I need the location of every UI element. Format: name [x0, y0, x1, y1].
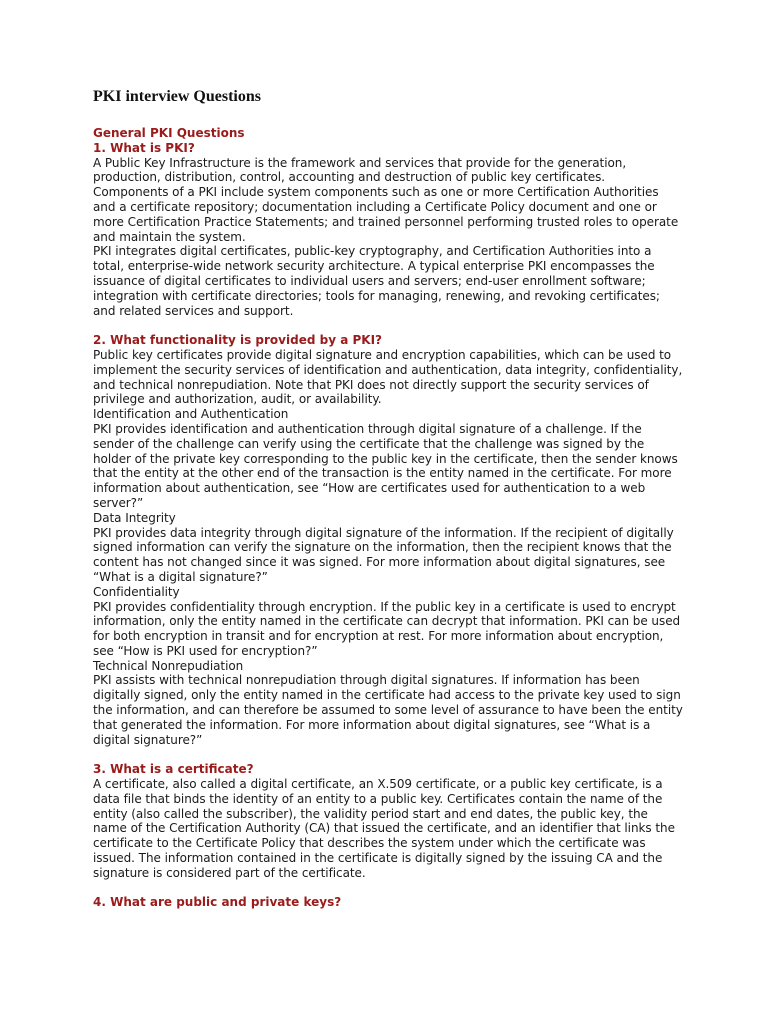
- answer-paragraph: A Public Key Infrastructure is the framework and services that provide for the generation, production, distribution, control, accounting and destruction of public key certificates. Components of a PKI include system components such as one or more Certification Authorities and a certificate repository; documentation including a Certificate Policy document and one or more Certification Practice Statements; and trained personnel performing trusted roles to operate and maintain the system.: [93, 155, 679, 244]
- subheading: Identification and Authentication: [93, 407, 289, 422]
- question-block-4: [93, 895, 683, 910]
- subheading: Data Integrity: [93, 510, 176, 525]
- document-page: [93, 86, 683, 910]
- answer-paragraph: PKI assists with technical nonrepudiation through digital signatures. If information has been digitally signed, only the entity named in the certificate had access to the private key used to sign the information, and can therefore be assumed to some level of assurance to have been the entity that generated the information. For more information about digital signatures, see “What is a digital signature?”: [93, 673, 683, 747]
- answer-paragraph: A certificate, also called a digital certificate, an X.509 certificate, or a public key certificate, is a data file that binds the identity of an entity to a public key. Certificates contain the name of the entity (also called the subscriber), the validity period start and end dates, the public key, the name of the Certification Authority (CA) that issued the certificate, and an identifier that links the certificate to the Certificate Policy that describes the system under which the certificate was issued. The information contained in the certificate is digitally signed by the issuing CA and the signature is considered part of the certificate.: [93, 777, 675, 880]
- section-heading: General PKI Questions: [93, 126, 245, 140]
- answer-paragraph: PKI provides confidentiality through encryption. If the public key in a certificate is used to encrypt information, only the entity named in the certificate can decrypt that information. PKI can be used for both encryption in transit and for encryption at rest. For more information about encryption, see “How is PKI used for encryption?”: [93, 599, 681, 658]
- question-heading: 2. What functionality is provided by a PKI?: [93, 333, 382, 348]
- question-block-2: [93, 333, 683, 747]
- subheading: Confidentiality: [93, 584, 180, 599]
- document-title: PKI interview Questions: [93, 88, 261, 105]
- question-block-1: [93, 141, 683, 319]
- question-heading: 3. What is a certificate?: [93, 762, 254, 777]
- question-heading: 4. What are public and private keys?: [93, 895, 342, 910]
- answer-paragraph: Public key certificates provide digital signature and encryption capabilities, which can be used to implement the security services of identification and authentication, data integrity, confidentiality, and technical nonrepudiation. Note that PKI does not directly support the security services of privilege and authorization, audit, or availability.: [93, 347, 683, 407]
- question-heading: 1. What is PKI?: [93, 140, 195, 155]
- question-block-3: [93, 762, 683, 880]
- answer-paragraph: PKI integrates digital certificates, public-key cryptography, and Certification Authorities into a total, enterprise-wide network security architecture. A typical enterprise PKI encompasses the issuance of digital certificates to individual users and servers; end-user enrollment software; integration with certificate directories; tools for managing, renewing, and revoking certificates; and related services and support.: [93, 244, 660, 318]
- subheading: Technical Nonrepudiation: [93, 658, 244, 673]
- answer-paragraph: PKI provides data integrity through digital signature of the information. If the recipient of digitally signed information can verify the signature on the information, then the recipient knows that the content has not changed since it was signed. For more information about digital signatures, see “What is a digital signature?”: [93, 525, 674, 584]
- answer-paragraph: PKI provides identification and authentication through digital signature of a challenge. If the sender of the challenge can verify using the certificate that the challenge was signed by the holder of the private key corresponding to the public key in the certificate, then the sender knows that the entity at the other end of the transaction is the entity named in the certificate. For more information about authentication, see “How are certificates used for authentication to a web server?”: [93, 421, 678, 510]
